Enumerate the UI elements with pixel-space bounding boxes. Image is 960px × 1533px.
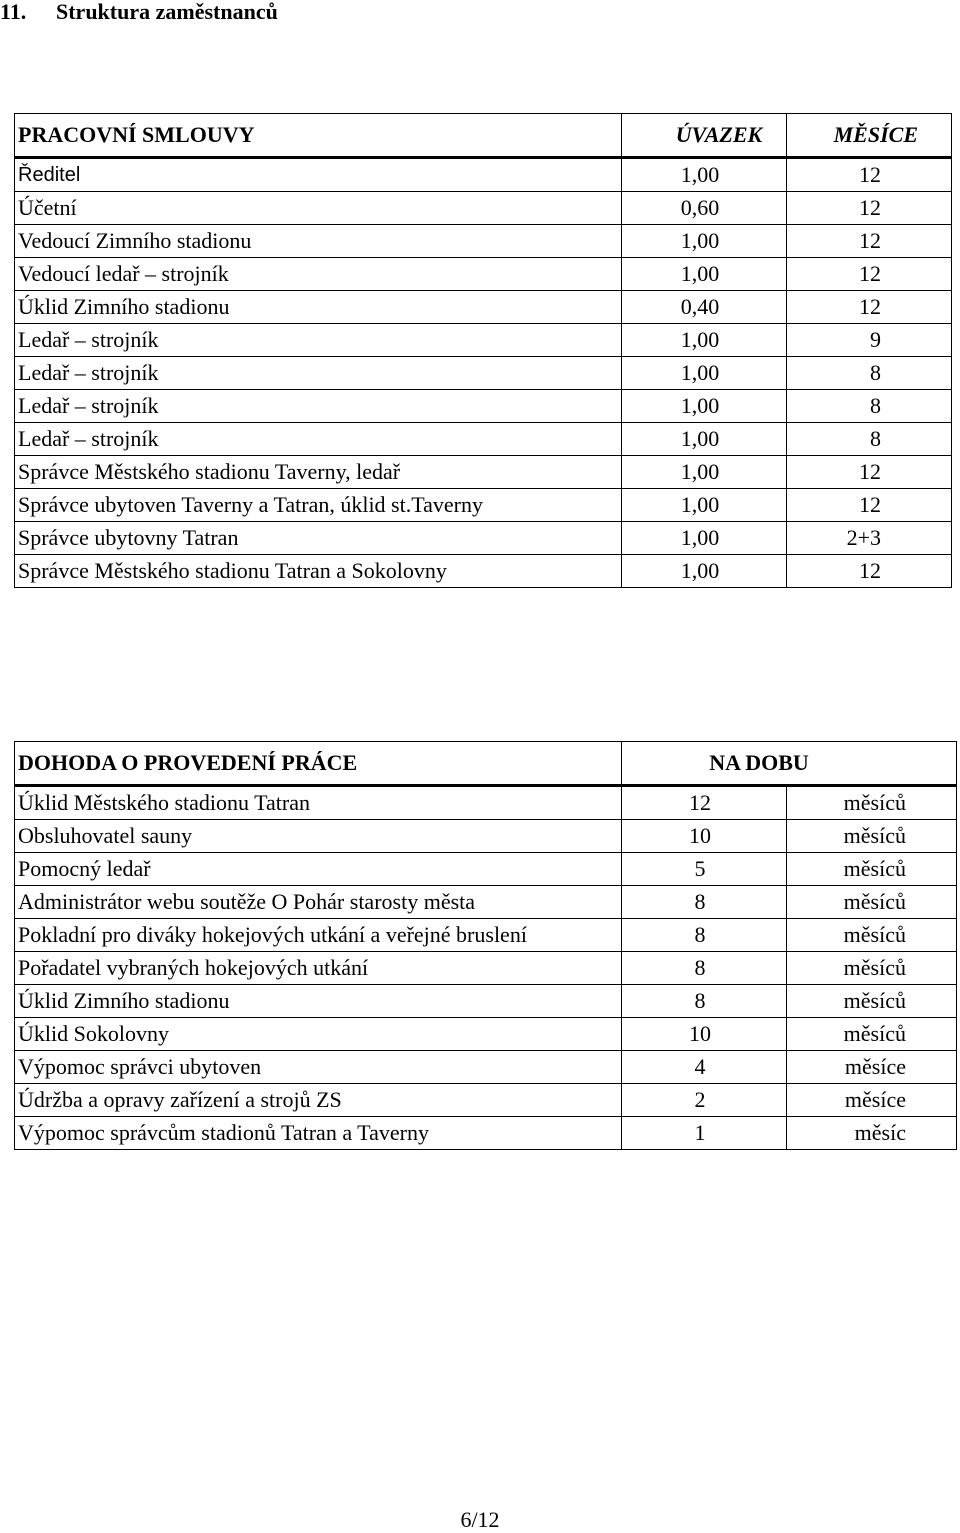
position-cell: Ledař – strojník (15, 423, 622, 456)
load-cell: 1,00 (622, 390, 787, 423)
position-cell: Vedoucí ledař – strojník (15, 258, 622, 291)
section-heading (0, 0, 278, 24)
months-cell: 12 (787, 258, 952, 291)
position-cell: Pokladní pro diváky hokejových utkání a veřejné bruslení (15, 919, 622, 952)
load-cell: 1,00 (622, 258, 787, 291)
contracts-header-position: PRACOVNÍ SMLOUVY (15, 114, 622, 158)
load-cell: 1,00 (622, 489, 787, 522)
table-row (15, 1051, 957, 1084)
position-cell: Správce Městského stadionu Taverny, ledař (15, 456, 622, 489)
months-cell: 8 (787, 423, 952, 456)
load-cell: 0,60 (622, 192, 787, 225)
table-row (15, 258, 952, 291)
table-row (15, 324, 952, 357)
position-cell: Úklid Zimního stadionu (15, 291, 622, 324)
table-row (15, 1018, 957, 1051)
agreements-header-duration: NA DOBU (622, 742, 957, 786)
months-cell: 12 (787, 158, 952, 192)
work-agreements-table (14, 741, 957, 1150)
table-row (15, 919, 957, 952)
load-cell: 1,00 (622, 456, 787, 489)
table-row (15, 853, 957, 886)
duration-unit-cell: měsíc (787, 1117, 957, 1150)
contracts-header-load: ÚVAZEK (622, 114, 787, 158)
months-cell: 12 (787, 225, 952, 258)
duration-count-cell: 12 (622, 786, 787, 820)
table-row (15, 489, 952, 522)
load-cell: 1,00 (622, 423, 787, 456)
load-cell: 1,00 (622, 522, 787, 555)
duration-count-cell: 10 (622, 820, 787, 853)
duration-unit-cell: měsíců (787, 786, 957, 820)
table-row (15, 952, 957, 985)
duration-count-cell: 1 (622, 1117, 787, 1150)
position-cell: Administrátor webu soutěže O Pohár starosty města (15, 886, 622, 919)
months-cell: 12 (787, 489, 952, 522)
table-row (15, 555, 952, 588)
position-cell: Ředitel (15, 158, 622, 192)
duration-unit-cell: měsíců (787, 919, 957, 952)
agreements-header-position: DOHODA O PROVEDENÍ PRÁCE (15, 742, 622, 786)
months-cell: 8 (787, 390, 952, 423)
table-row (15, 390, 952, 423)
position-cell: Obsluhovatel sauny (15, 820, 622, 853)
load-cell: 1,00 (622, 555, 787, 588)
duration-count-cell: 5 (622, 853, 787, 886)
table-row (15, 1117, 957, 1150)
position-cell: Správce Městského stadionu Tatran a Sokolovny (15, 555, 622, 588)
position-cell: Správce ubytovny Tatran (15, 522, 622, 555)
position-cell: Správce ubytoven Taverny a Tatran, úklid st.Taverny (15, 489, 622, 522)
position-cell: Účetní (15, 192, 622, 225)
duration-count-cell: 8 (622, 985, 787, 1018)
table-row (15, 291, 952, 324)
position-cell: Pořadatel vybraných hokejových utkání (15, 952, 622, 985)
duration-count-cell: 4 (622, 1051, 787, 1084)
duration-unit-cell: měsíců (787, 820, 957, 853)
table-row (15, 192, 952, 225)
table-row (15, 357, 952, 390)
table-row (15, 456, 952, 489)
employment-contracts-table (14, 113, 952, 588)
duration-unit-cell: měsíců (787, 886, 957, 919)
position-cell: Ledař – strojník (15, 357, 622, 390)
months-cell: 12 (787, 192, 952, 225)
months-cell: 12 (787, 291, 952, 324)
load-cell: 0,40 (622, 291, 787, 324)
load-cell: 1,00 (622, 357, 787, 390)
table-row (15, 225, 952, 258)
position-cell: Vedoucí Zimního stadionu (15, 225, 622, 258)
load-cell: 1,00 (622, 324, 787, 357)
duration-unit-cell: měsíce (787, 1084, 957, 1117)
duration-unit-cell: měsíce (787, 1051, 957, 1084)
position-cell: Úklid Sokolovny (15, 1018, 622, 1051)
table-row (15, 820, 957, 853)
table-row (15, 886, 957, 919)
contracts-header-months: MĚSÍCE (787, 114, 952, 158)
months-cell: 9 (787, 324, 952, 357)
table-row (15, 158, 952, 192)
table-row (15, 786, 957, 820)
duration-count-cell: 8 (622, 886, 787, 919)
table-row (15, 522, 952, 555)
months-cell: 8 (787, 357, 952, 390)
duration-unit-cell: měsíců (787, 985, 957, 1018)
duration-count-cell: 2 (622, 1084, 787, 1117)
duration-unit-cell: měsíců (787, 1018, 957, 1051)
months-cell: 2+3 (787, 522, 952, 555)
load-cell: 1,00 (622, 225, 787, 258)
contracts-header-row (15, 114, 952, 158)
position-cell: Úklid Zimního stadionu (15, 985, 622, 1018)
position-cell: Úklid Městského stadionu Tatran (15, 786, 622, 820)
position-cell: Údržba a opravy zařízení a strojů ZS (15, 1084, 622, 1117)
position-cell: Pomocný ledař (15, 853, 622, 886)
months-cell: 12 (787, 456, 952, 489)
duration-count-cell: 8 (622, 919, 787, 952)
table-row (15, 1084, 957, 1117)
duration-count-cell: 10 (622, 1018, 787, 1051)
position-cell: Výpomoc správci ubytoven (15, 1051, 622, 1084)
position-cell: Výpomoc správcům stadionů Tatran a Taverny (15, 1117, 622, 1150)
load-cell: 1,00 (622, 158, 787, 192)
duration-count-cell: 8 (622, 952, 787, 985)
position-cell: Ledař – strojník (15, 390, 622, 423)
duration-unit-cell: měsíců (787, 853, 957, 886)
table-row (15, 423, 952, 456)
agreements-header-row (15, 742, 957, 786)
duration-unit-cell: měsíců (787, 952, 957, 985)
position-cell: Ledař – strojník (15, 324, 622, 357)
table-row (15, 985, 957, 1018)
section-number: 11. (0, 0, 27, 24)
section-title: Struktura zaměstnanců (56, 0, 278, 24)
months-cell: 12 (787, 555, 952, 588)
page-number: 6/12 (460, 1507, 500, 1532)
